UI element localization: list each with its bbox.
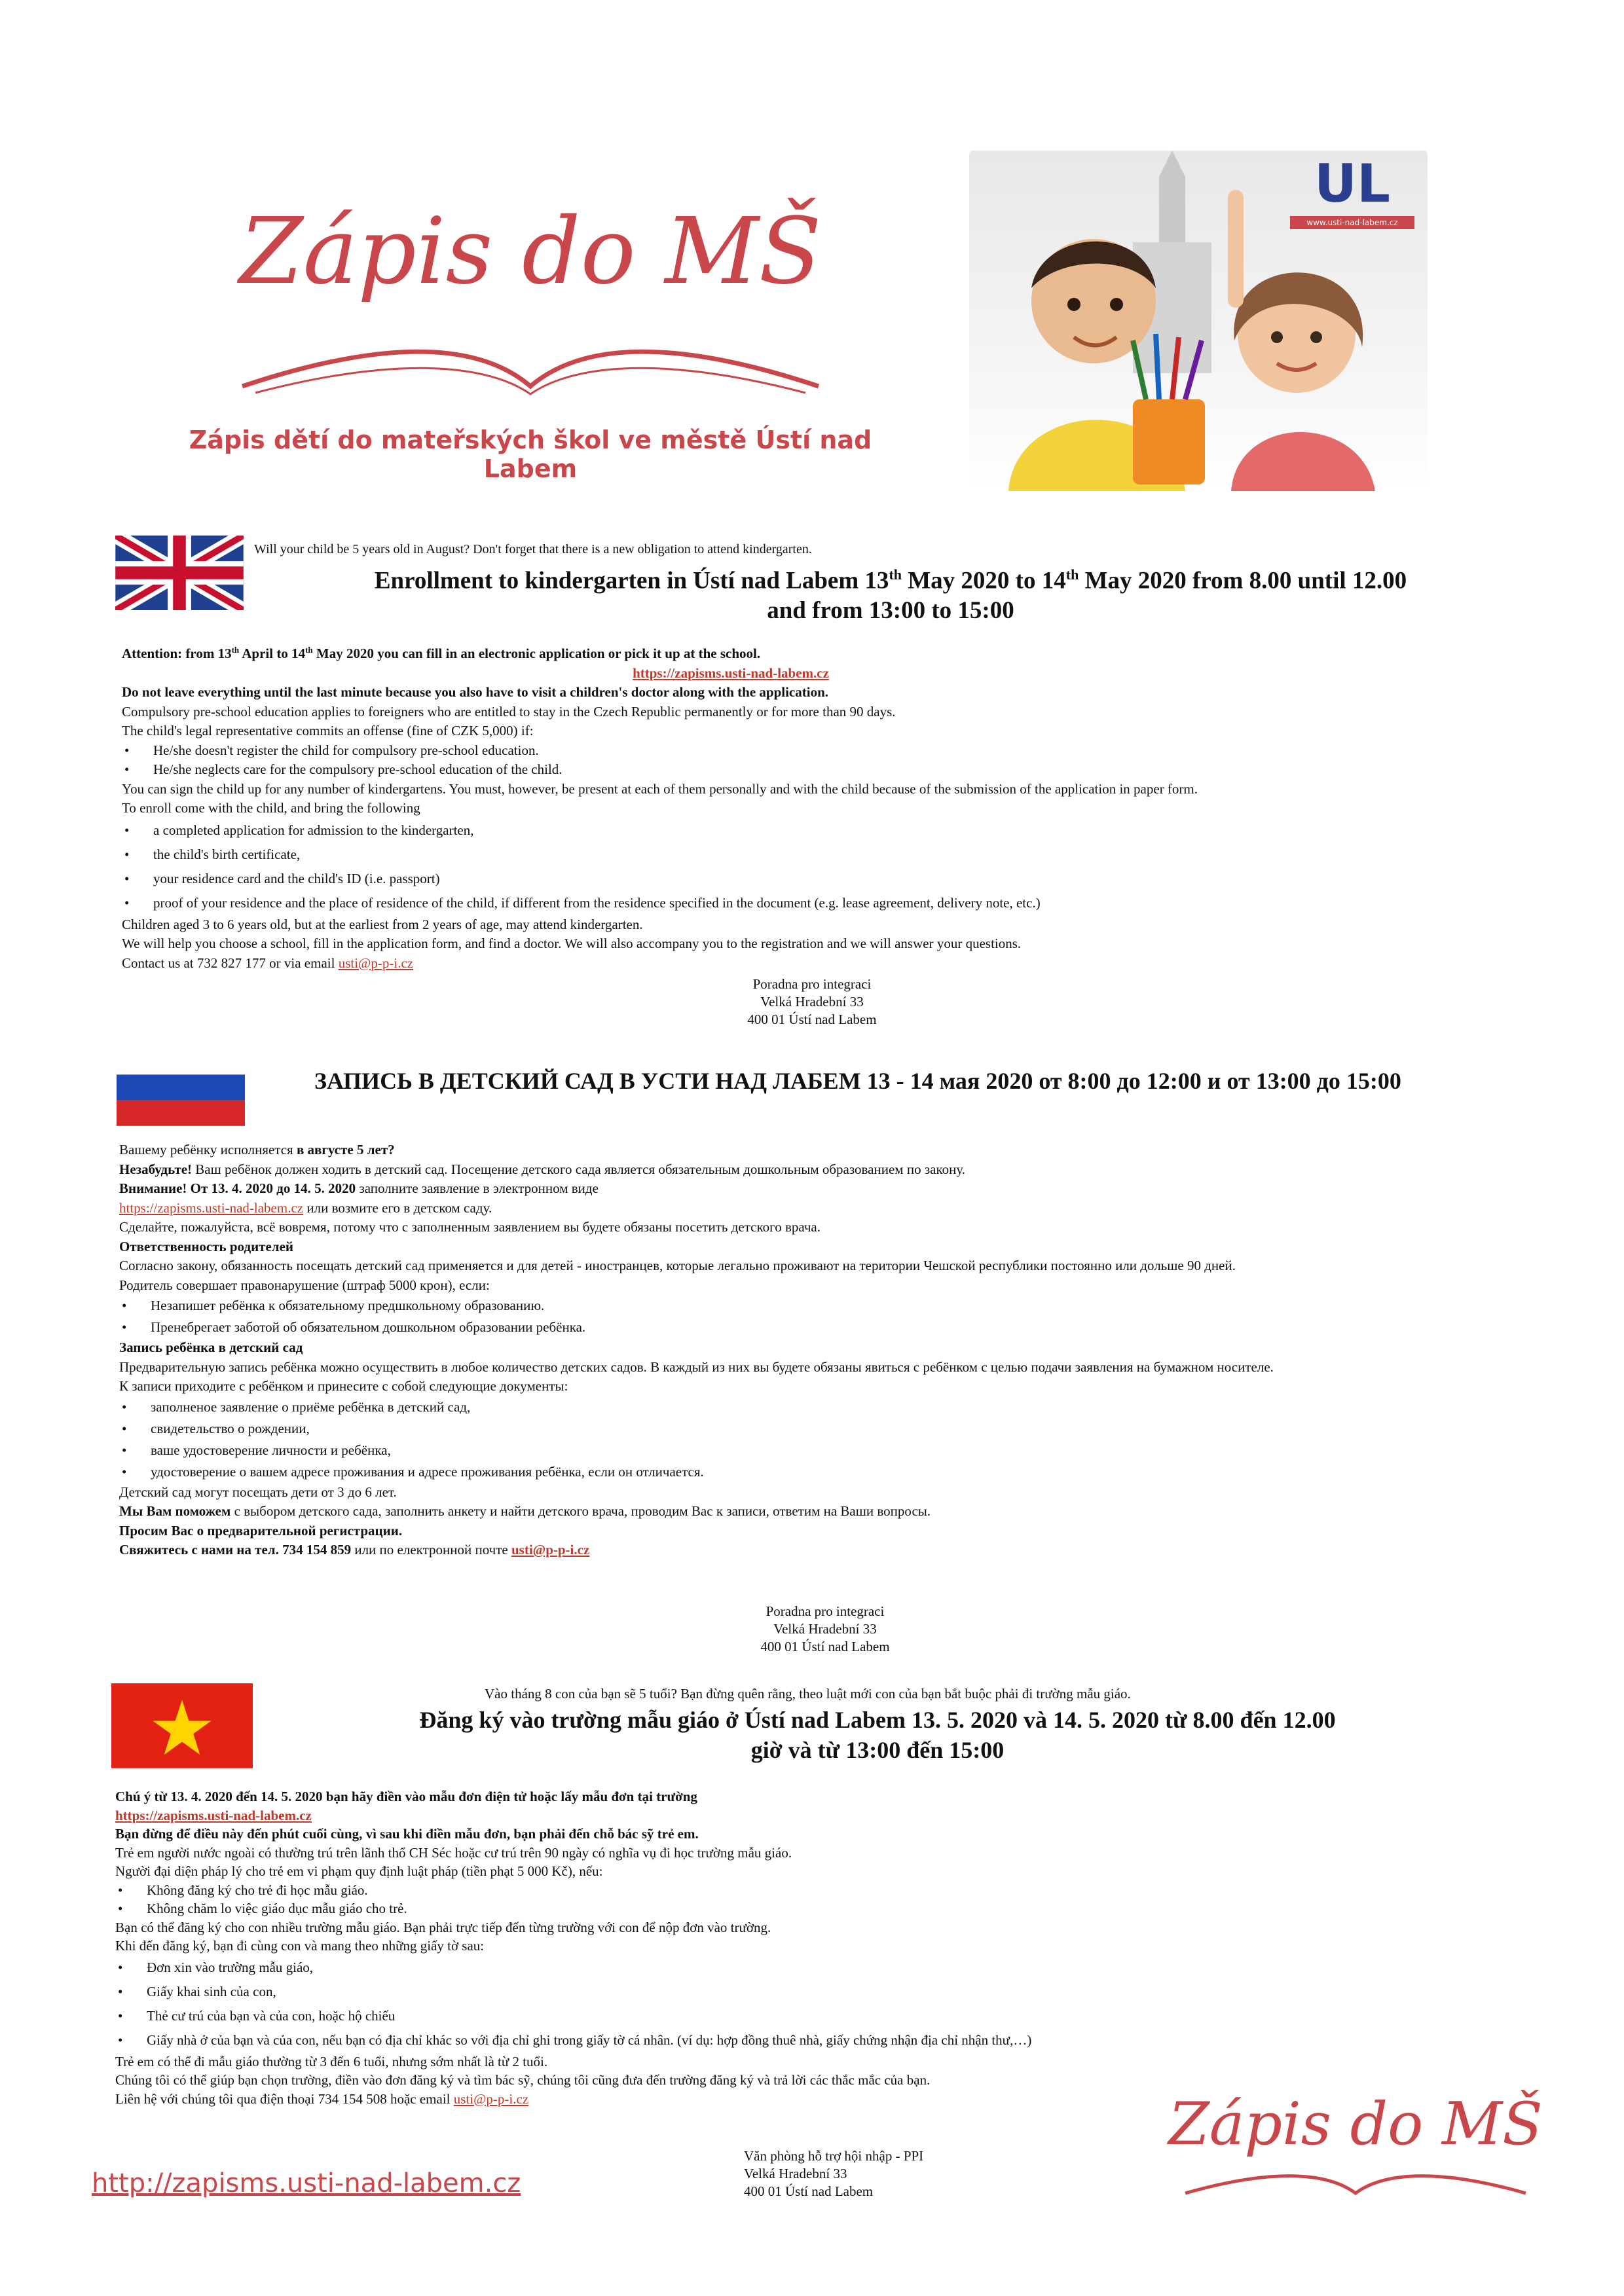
russian-body bbox=[119, 1140, 1514, 1560]
uk-flag-icon bbox=[115, 536, 244, 610]
book-swash-decoration bbox=[236, 321, 825, 399]
russian-documents-list bbox=[119, 1396, 1514, 1483]
vietnamese-l4: Người đại diện pháp lý cho trẻ em vi phạm quy định luật pháp (tiền phạt 5 000 Kč), nếu: bbox=[115, 1863, 603, 1879]
english-body bbox=[122, 640, 1510, 973]
english-offense-list bbox=[122, 741, 1510, 780]
list-item: • заполненое заявление о приёме ребёнка в детский сад, bbox=[119, 1396, 1514, 1418]
russian-l3: Внимание! От 13. 4. 2020 до 14. 5. 2020 заполните заявление в электронном виде bbox=[119, 1180, 599, 1196]
english-contact: Contact us at 732 827 177 or via email usti@p-p-i.cz bbox=[122, 955, 414, 971]
russian-l6: Согласно закону, обязанность посещать детский сад применяется и для детей - иностранцев, которые легально проживают на територии Чешской республики постоянно или дольше 90 дней. bbox=[119, 1258, 1236, 1273]
english-p1: Compulsory pre-school education applies to foreigners who are entitled to stay in the Czech Republic permanently or for more than 90 days. bbox=[122, 703, 896, 720]
russian-l9: К записи приходите с ребёнком и принесите с собой следующие документы: bbox=[119, 1378, 568, 1394]
russian-l5: Сделайте, пожалуйста, всё вовремя, потому что с заполненным заявлением вы будете обязаны посетить детского врача. bbox=[119, 1219, 821, 1235]
brand-mark: UL bbox=[1314, 153, 1390, 214]
list-item: • He/she neglects care for the compulsory pre-school education of the child. bbox=[122, 760, 1510, 780]
russian-l1: Вашему ребёнку исполняется в августе 5 лет? bbox=[119, 1142, 395, 1157]
vietnamese-documents-list bbox=[115, 1956, 1228, 2052]
russian-heading-enrollment: Запись ребёнка в детский сад bbox=[119, 1339, 303, 1355]
vietnamese-l6: Khi đến đăng ký, bạn đi cùng con và mang theo những giấy tờ sau: bbox=[115, 1938, 485, 1954]
list-item: • the child's birth certificate, bbox=[122, 843, 1510, 867]
vietnamese-l8: Chúng tôi có thể giúp bạn chọn trường, điền vào đơn đăng ký và tìm bác sỹ, chúng tôi cũng đưa đến trường đăng ký và trả lời các thắc mắc của bạn. bbox=[115, 2072, 931, 2088]
russian-l11: Мы Вам поможем с выбором детского сада, заполнить анкету и найти детского врача, проводим Вас к записи, ответим на Ваши вопросы. bbox=[119, 1503, 931, 1519]
english-p4: To enroll come with the child, and bring the following bbox=[122, 800, 420, 816]
english-title: Enrollment to kindergarten in Ústí nad Labem 13th May 2020 to 14th May 2020 from 8.00 until 12.00 and from 13:00 to 15:00 bbox=[374, 566, 1407, 625]
russian-email-link[interactable]: usti@p-p-i.cz bbox=[511, 1542, 590, 1558]
russian-l7: Родитель совершает правонарушение (штраф 5000 крон), если: bbox=[119, 1277, 490, 1293]
vietnamese-application-link[interactable]: https://zapisms.usti-nad-labem.cz bbox=[115, 1807, 312, 1823]
russian-heading-responsibility: Ответственность родителей bbox=[119, 1238, 294, 1254]
russian-offense-list bbox=[119, 1295, 1514, 1338]
brand-url: www.usti-nad-labem.cz bbox=[1290, 216, 1414, 229]
vietnamese-offense-list bbox=[115, 1881, 1228, 1918]
english-p3: You can sign the child up for any number of kindergartens. You must, however, be present at each of them personally and with the child because of the submission of the application in paper form. bbox=[122, 780, 1198, 797]
english-p5: Children aged 3 to 6 years old, but at the earliest from 2 years of age, may attend kindergarten. bbox=[122, 916, 643, 932]
list-item: • Không chăm lo việc giáo dục mẫu giáo cho trẻ. bbox=[115, 1899, 1228, 1918]
header-subtitle: Zápis dětí do mateřských škol ve městě Ústí nad Labem bbox=[189, 426, 872, 483]
list-item: • ваше удостоверение личности и ребёнка, bbox=[119, 1440, 1514, 1461]
footer-book-swash-decoration bbox=[1179, 2160, 1532, 2200]
english-address: Poradna pro integraci Velká Hradební 33 400 01 Ústí nad Labem bbox=[747, 976, 877, 1027]
english-email-link[interactable]: usti@p-p-i.cz bbox=[338, 955, 414, 971]
list-item: • Đơn xin vào trường mẫu giáo, bbox=[115, 1956, 1228, 1980]
header-logo: Zápis do MŠ bbox=[239, 198, 822, 305]
vietnamese-intro: Vào tháng 8 con của bạn sẽ 5 tuổi? Bạn đừng quên rằng, theo luật mới con của bạn bắt buộc phải đi trường mẫu giáo. bbox=[485, 1686, 1131, 1702]
children-photo bbox=[969, 151, 1428, 491]
english-p6: We will help you choose a school, fill in the application form, and find a doctor. We will also accompany you to the registration and we will answer your questions. bbox=[122, 936, 1022, 951]
list-item: • He/she doesn't register the child for compulsory pre-school education. bbox=[122, 741, 1510, 761]
russian-l8: Предварительную запись ребёнка можно осуществить в любое количество детских садов. В каждый из них вы будете обязаны явиться с ребёнком с целью подачи заявления на бумажном носителе. bbox=[119, 1358, 1274, 1375]
list-item: • your residence card and the child's ID (i.e. passport) bbox=[122, 867, 1510, 891]
english-attention: Attention: from 13th April to 14th May 2020 you can fill in an electronic application or pick it up at the school. bbox=[122, 645, 761, 661]
russian-title: ЗАПИСЬ В ДЕТСКИЙ САД В УСТИ НАД ЛАБЕМ 13 - 14 мая 2020 от 8:00 до 12:00 и от 13:00 до 15:00 bbox=[314, 1068, 1401, 1094]
list-item: • Không đăng ký cho trẻ đi học mẫu giáo. bbox=[115, 1881, 1228, 1900]
russian-l2: Незабудьте! Ваш ребёнок должен ходить в детский сад. Посещение детского сада является обязательным дошкольным образованием по закону. bbox=[119, 1161, 965, 1177]
list-item: • Пренебрегает заботой об обязательном дошкольном образовании ребёнка. bbox=[119, 1317, 1514, 1338]
vietnamese-l1: Chú ý từ 13. 4. 2020 đến 14. 5. 2020 bạn hãy điền vào mẫu đơn điện tử hoặc lấy mẫu đơn tại trường bbox=[115, 1789, 697, 1804]
list-item: • свидетельство о рождении, bbox=[119, 1418, 1514, 1440]
list-item: • Giấy khai sinh của con, bbox=[115, 1980, 1228, 2004]
russian-l10: Детский сад могут посещать дети от 3 до 6 лет. bbox=[119, 1484, 397, 1500]
russian-l4: https://zapisms.usti-nad-labem.cz или возмите его в детском саду. bbox=[119, 1199, 492, 1216]
russian-l12: Просим Вас о предварительной регистрации. bbox=[119, 1522, 403, 1539]
footer-url-link[interactable]: http://zapisms.usti-nad-labem.cz bbox=[92, 2168, 521, 2198]
english-warning: Do not leave everything until the last minute because you also have to visit a children's doctor along with the application. bbox=[122, 684, 828, 700]
vietnamese-l7: Trẻ em có thể đi mẫu giáo thường từ 3 đến 6 tuổi, nhưng sớm nhất là từ 2 tuổi. bbox=[115, 2053, 548, 2069]
vietnamese-l5: Bạn có thể đăng ký cho con nhiều trường mẫu giáo. Bạn phải trực tiếp đến từng trường với con để nộp đơn vào trường. bbox=[115, 1919, 771, 1935]
vietnamese-contact: Liên hệ với chúng tôi qua điện thoại 734 154 508 hoặc email usti@p-p-i.cz bbox=[115, 2090, 529, 2107]
list-item: • Незапишет ребёнка к обязательному предшкольному образованию. bbox=[119, 1295, 1514, 1317]
russia-flag-icon bbox=[117, 1049, 245, 1126]
vietnamese-l3: Trẻ em người nước ngoài có thường trú trên lãnh thổ CH Séc hoặc cư trú trên 90 ngày có nghĩa vụ đi học trường mẫu giáo. bbox=[115, 1844, 792, 1861]
english-documents-list bbox=[122, 818, 1510, 915]
english-p2: The child's legal representative commits an offense (fine of CZK 5,000) if: bbox=[122, 723, 534, 738]
russian-l13: Свяжитесь с нами на тел. 734 154 859 или по електронной почте usti@p-p-i.cz bbox=[119, 1542, 590, 1558]
list-item: • proof of your residence and the place of residence of the child, if different from the residence specified in the document (e.g. lease agreement, delivery note, etc.) bbox=[122, 891, 1510, 915]
vietnam-flag-icon bbox=[111, 1683, 253, 1769]
english-application-link[interactable]: https://zapisms.usti-nad-labem.cz bbox=[633, 665, 829, 681]
vietnamese-email-link[interactable]: usti@p-p-i.cz bbox=[453, 2090, 529, 2107]
list-item: • a completed application for admission to the kindergarten, bbox=[122, 818, 1510, 843]
list-item: • Thẻ cư trú của bạn và của con, hoặc hộ chiếu bbox=[115, 2004, 1228, 2028]
english-intro: Will your child be 5 years old in August? Don't forget that there is a new obligation to attend kindergarten. bbox=[254, 542, 812, 556]
vietnamese-title: Đăng ký vào trường mẫu giáo ở Ústí nad Labem 13. 5. 2020 và 14. 5. 2020 từ 8.00 đến 12.00 giờ và từ 13:00 đến 15:00 bbox=[419, 1707, 1336, 1763]
vietnamese-address: Văn phòng hỗ trợ hội nhập - PPI Velká Hradební 33 400 01 Ústí nad Labem bbox=[744, 2148, 924, 2199]
vietnamese-body bbox=[115, 1787, 1228, 2108]
russian-address: Poradna pro integraci Velká Hradební 33 400 01 Ústí nad Labem bbox=[760, 1603, 890, 1654]
list-item: • удостоверение о вашем адресе проживания и адресе проживания ребёнка, если он отличается. bbox=[119, 1461, 1514, 1483]
russian-application-link[interactable]: https://zapisms.usti-nad-labem.cz bbox=[119, 1199, 304, 1216]
list-item: • Giấy nhà ở của bạn và của con, nếu bạn có địa chỉ khác so với địa chỉ ghi trong giấy tờ cá nhân. (ví dụ: hợp đồng thuê nhà, giấy chứng nhận địa chỉ nhận thư,…) bbox=[115, 2028, 1228, 2052]
vietnamese-l2: Bạn đừng để điều này đến phút cuối cùng, vì sau khi điền mẫu đơn, bạn phải đến chỗ bác sỹ trẻ em. bbox=[115, 1826, 699, 1842]
footer-logo: Zápis do MŠ bbox=[1168, 2090, 1543, 2159]
